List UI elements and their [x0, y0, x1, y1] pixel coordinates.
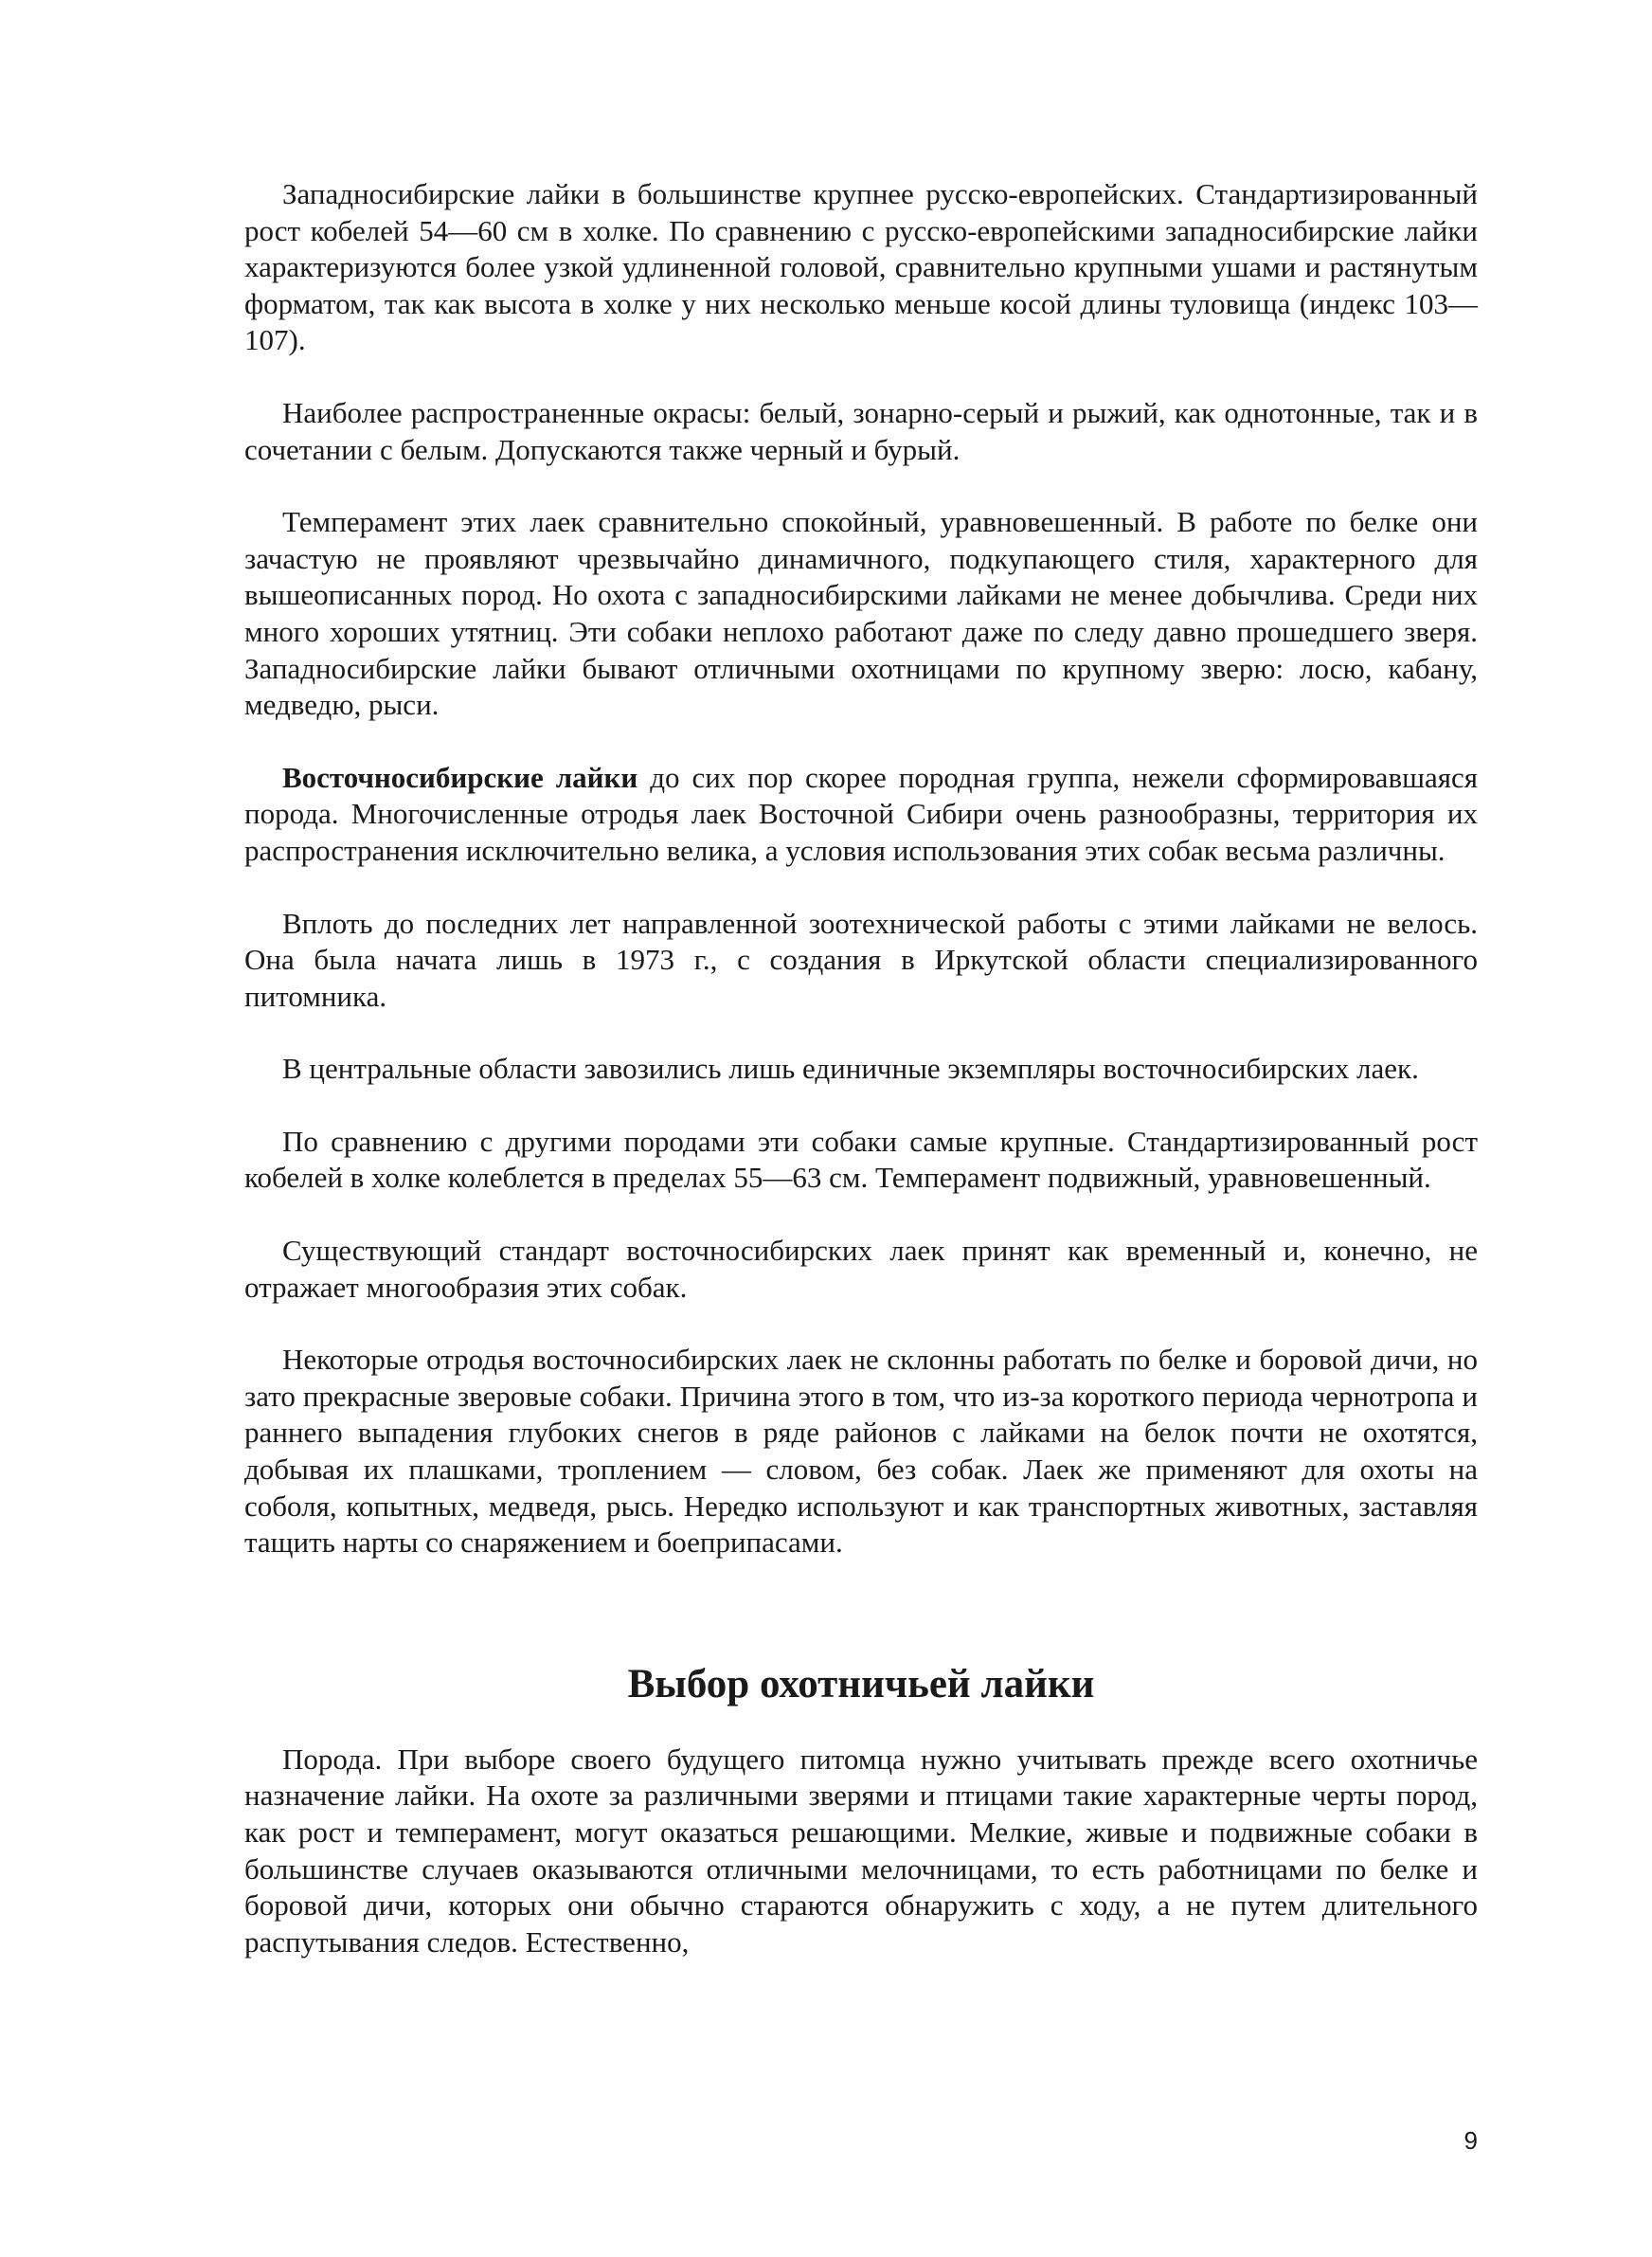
paragraph-east-siberian-standard	[244, 1233, 1478, 1306]
paragraph-text: В центральные области завозились лишь единичные экземпляры восточносибирских лаек.	[282, 1052, 1419, 1086]
paragraph-text: Существующий стандарт восточносибирских лаек принят как временный и, конечно, не отражает многообразия этих собак.	[244, 1234, 1478, 1304]
paragraph-text: Порода. При выборе своего будущего питомца нужно учитывать прежде всего охотничье назначение лайки. На охоте за различными зверями и птицами такие характерные черты пород, как рост и темперамент, могут оказаться решающими. Мелкие, живые и подвижные собаки в большинстве случаев оказываются отличными мелочницами, то есть работницами по белке и боровой дичи, которых они обычно стараются обнаружить с ходу, а не путем длительного распутывания следов. Естественно,	[244, 1742, 1478, 1959]
paragraph-west-siberian-temperament	[244, 504, 1478, 724]
paragraph-text: Западносибирские лайки в большинстве крупнее русско-европейских. Стандартизированный рост кобелей 54—60 см в холке. По сравнению с русско-европейскими западносибирские лайки характеризуются более узкой удлиненной головой, сравнительно крупными ушами и растянутым форматом, так как высота в холке у них несколько меньше косой длины туловища (индекс 103—107).	[244, 177, 1478, 357]
paragraph-text: Темперамент этих лаек сравнительно спокойный, уравновешенный. В работе по белке они зачастую не проявляют чрезвычайно динамичного, подкупающего стиля, характерного для вышеописанных пород. Но охота с западносибирскими лайками не менее добычлива. Среди них много хороших утятниц. Эти собаки неплохо работают даже по следу давно прошедшего зверя. Западносибирские лайки бывают отличными охотницами по крупному зверю: лосю, кабану, медведю, рыси.	[244, 505, 1478, 722]
paragraph-west-siberian-size	[244, 176, 1478, 359]
paragraph-breed-choice	[244, 1742, 1478, 1961]
paragraph-text: Вплоть до последних лет направленной зоотехнической работы с этими лайками не велось. Она была начата лишь в 1973 г., с создания в Иркутской области специализированного питомника.	[244, 906, 1478, 1013]
section-heading: Выбор охотничьей лайки	[627, 1661, 1095, 1706]
paragraph-east-siberian-breeding	[244, 906, 1478, 1016]
page-number: 9	[1463, 2126, 1478, 2155]
paragraph-text: По сравнению с другими породами эти собаки самые крупные. Стандартизированный рост кобелей в холке колеблется в пределах 55—63 см. Темперамент подвижный, уравновешенный.	[244, 1124, 1478, 1195]
page-body	[244, 176, 1478, 1996]
paragraph-east-siberian-hunting	[244, 1342, 1478, 1562]
paragraph-east-siberian-import	[244, 1051, 1478, 1088]
paragraph-text: Наиболее распространенные окрасы: белый, зонарно-серый и рыжий, как однотонные, так и в сочетании с белым. Допускаются также черный и бурый.	[244, 395, 1478, 466]
paragraph-text: Некоторые отродья восточносибирских лаек не склонны работать по белке и боровой дичи, но зато прекрасные зверовые собаки. Причина этого в том, что из-за короткого периода чернотропа и раннего выпадения глубоких снегов в ряде районов с лайками на белок почти не охотятся, добывая их плашками, троплением — словом, без собак. Лаек же применяют для охоты на соболя, копытных, медведя, рысь. Нередко используют и как транспортных животных, заставляя тащить нарты со снаряжением и боеприпасами.	[244, 1343, 1478, 1560]
paragraph-west-siberian-colors	[244, 395, 1478, 468]
paragraph-east-siberian-size	[244, 1124, 1478, 1197]
paragraph-east-siberian-intro	[244, 760, 1478, 870]
breed-name-bold: Восточносибирские лайки	[282, 760, 638, 794]
paragraph-text: до сих пор скорее породная группа, нежели сформировавшаяся порода. Многочисленные отродья лаек Восточной Сибири очень разнообразны, территория их распространения исключительно велика, а условия использования этих собак весьма различны.	[244, 760, 1478, 867]
